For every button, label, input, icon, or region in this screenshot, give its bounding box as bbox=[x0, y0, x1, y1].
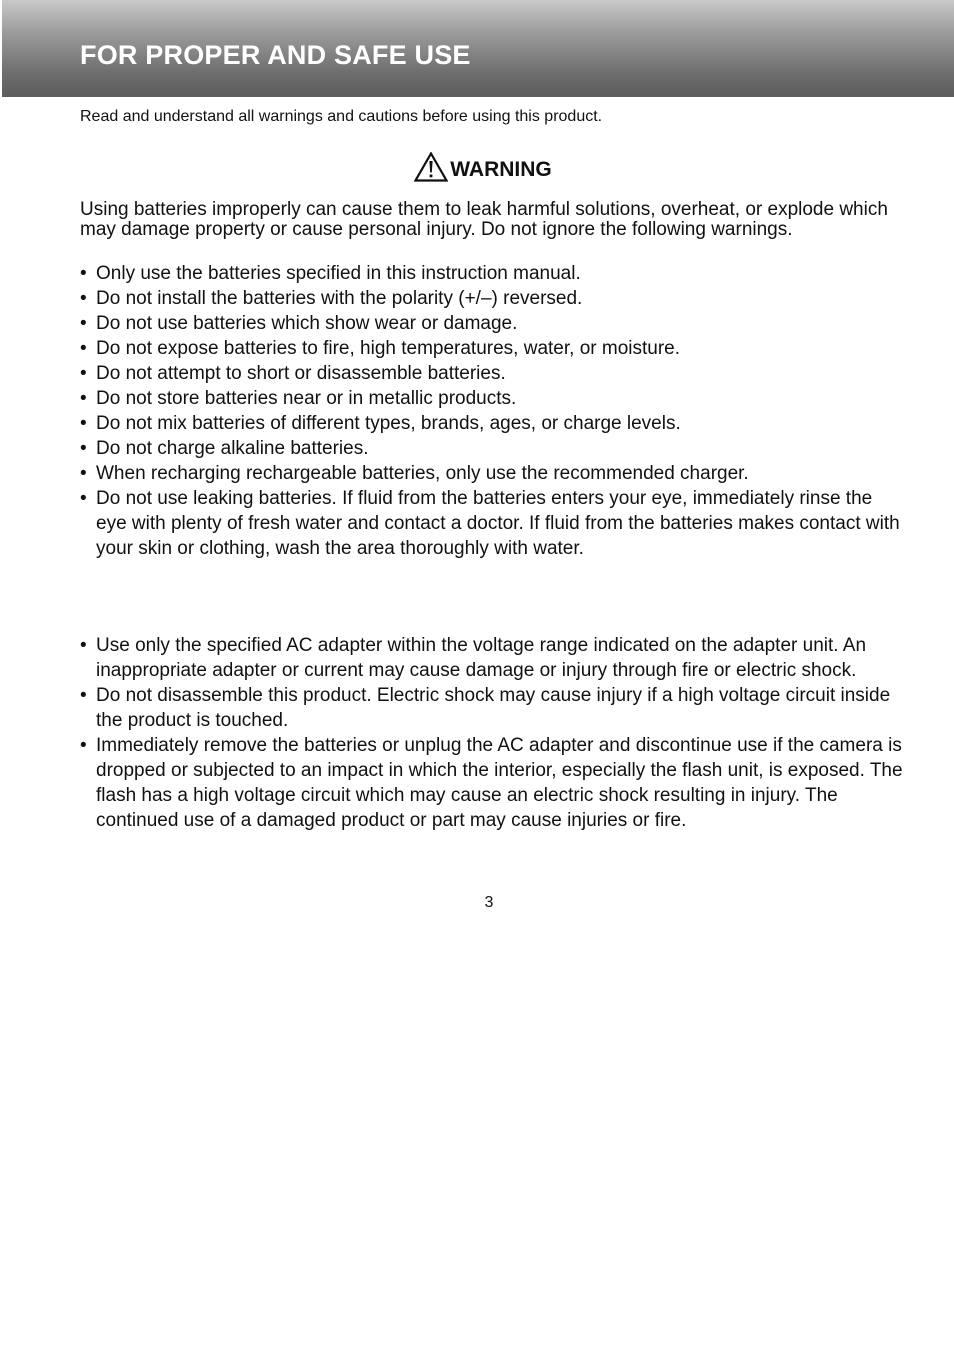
warning-label: WARNING bbox=[450, 158, 552, 181]
list-item: • Immediately remove the batteries or unplug the AC adapter and discontinue use if the camera is dropped or subjected to an impact in which the interior, especially the flash unit, is exposed. The flash has a high voltage circuit which may cause an electric shock resulting in injury. The continued use of a damaged product or part may cause injuries or fire. bbox=[80, 733, 906, 833]
list-item: • Only use the batteries specified in this instruction manual. bbox=[80, 261, 906, 286]
page-number: 3 bbox=[484, 894, 494, 911]
warning-triangle-icon bbox=[414, 152, 450, 182]
list-item: • Do not attempt to short or disassemble batteries. bbox=[80, 361, 906, 386]
list-item: • When recharging rechargeable batteries, only use the recommended charger. bbox=[80, 461, 906, 486]
page-title: FOR PROPER AND SAFE USE bbox=[80, 40, 471, 70]
warning-paragraph: Using batteries improperly can cause them to leak harmful solutions, overheat, or explode which may damage property or cause personal injury. Do not ignore the following warnings. bbox=[80, 199, 888, 240]
list-item: • Use only the specified AC adapter within the voltage range indicated on the adapter unit. An inappropriate adapter or current may cause damage or injury through fire or electric shock. bbox=[80, 633, 906, 683]
list-item: • Do not mix batteries of different types, brands, ages, or charge levels. bbox=[80, 411, 906, 436]
list-item: • Do not expose batteries to fire, high temperatures, water, or moisture. bbox=[80, 336, 906, 361]
general-warning-list bbox=[80, 633, 906, 833]
intro-text: Read and understand all warnings and cautions before using this product. bbox=[80, 108, 603, 125]
list-item: • Do not use leaking batteries. If fluid from the batteries enters your eye, immediately rinse the eye with plenty of fresh water and contact a doctor. If fluid from the batteries makes contact with your skin or clothing, wash the area thoroughly with water. bbox=[80, 486, 906, 561]
list-item: • Do not disassemble this product. Electric shock may cause injury if a high voltage circuit inside the product is touched. bbox=[80, 683, 906, 733]
warning-heading bbox=[0, 152, 954, 187]
header-bar bbox=[2, 0, 954, 97]
list-item: • Do not store batteries near or in metallic products. bbox=[80, 386, 906, 411]
list-item: • Do not install the batteries with the polarity (+/–) reversed. bbox=[80, 286, 906, 311]
list-item: • Do not use batteries which show wear or damage. bbox=[80, 311, 906, 336]
list-item: • Do not charge alkaline batteries. bbox=[80, 436, 906, 461]
battery-warning-list bbox=[80, 261, 906, 561]
